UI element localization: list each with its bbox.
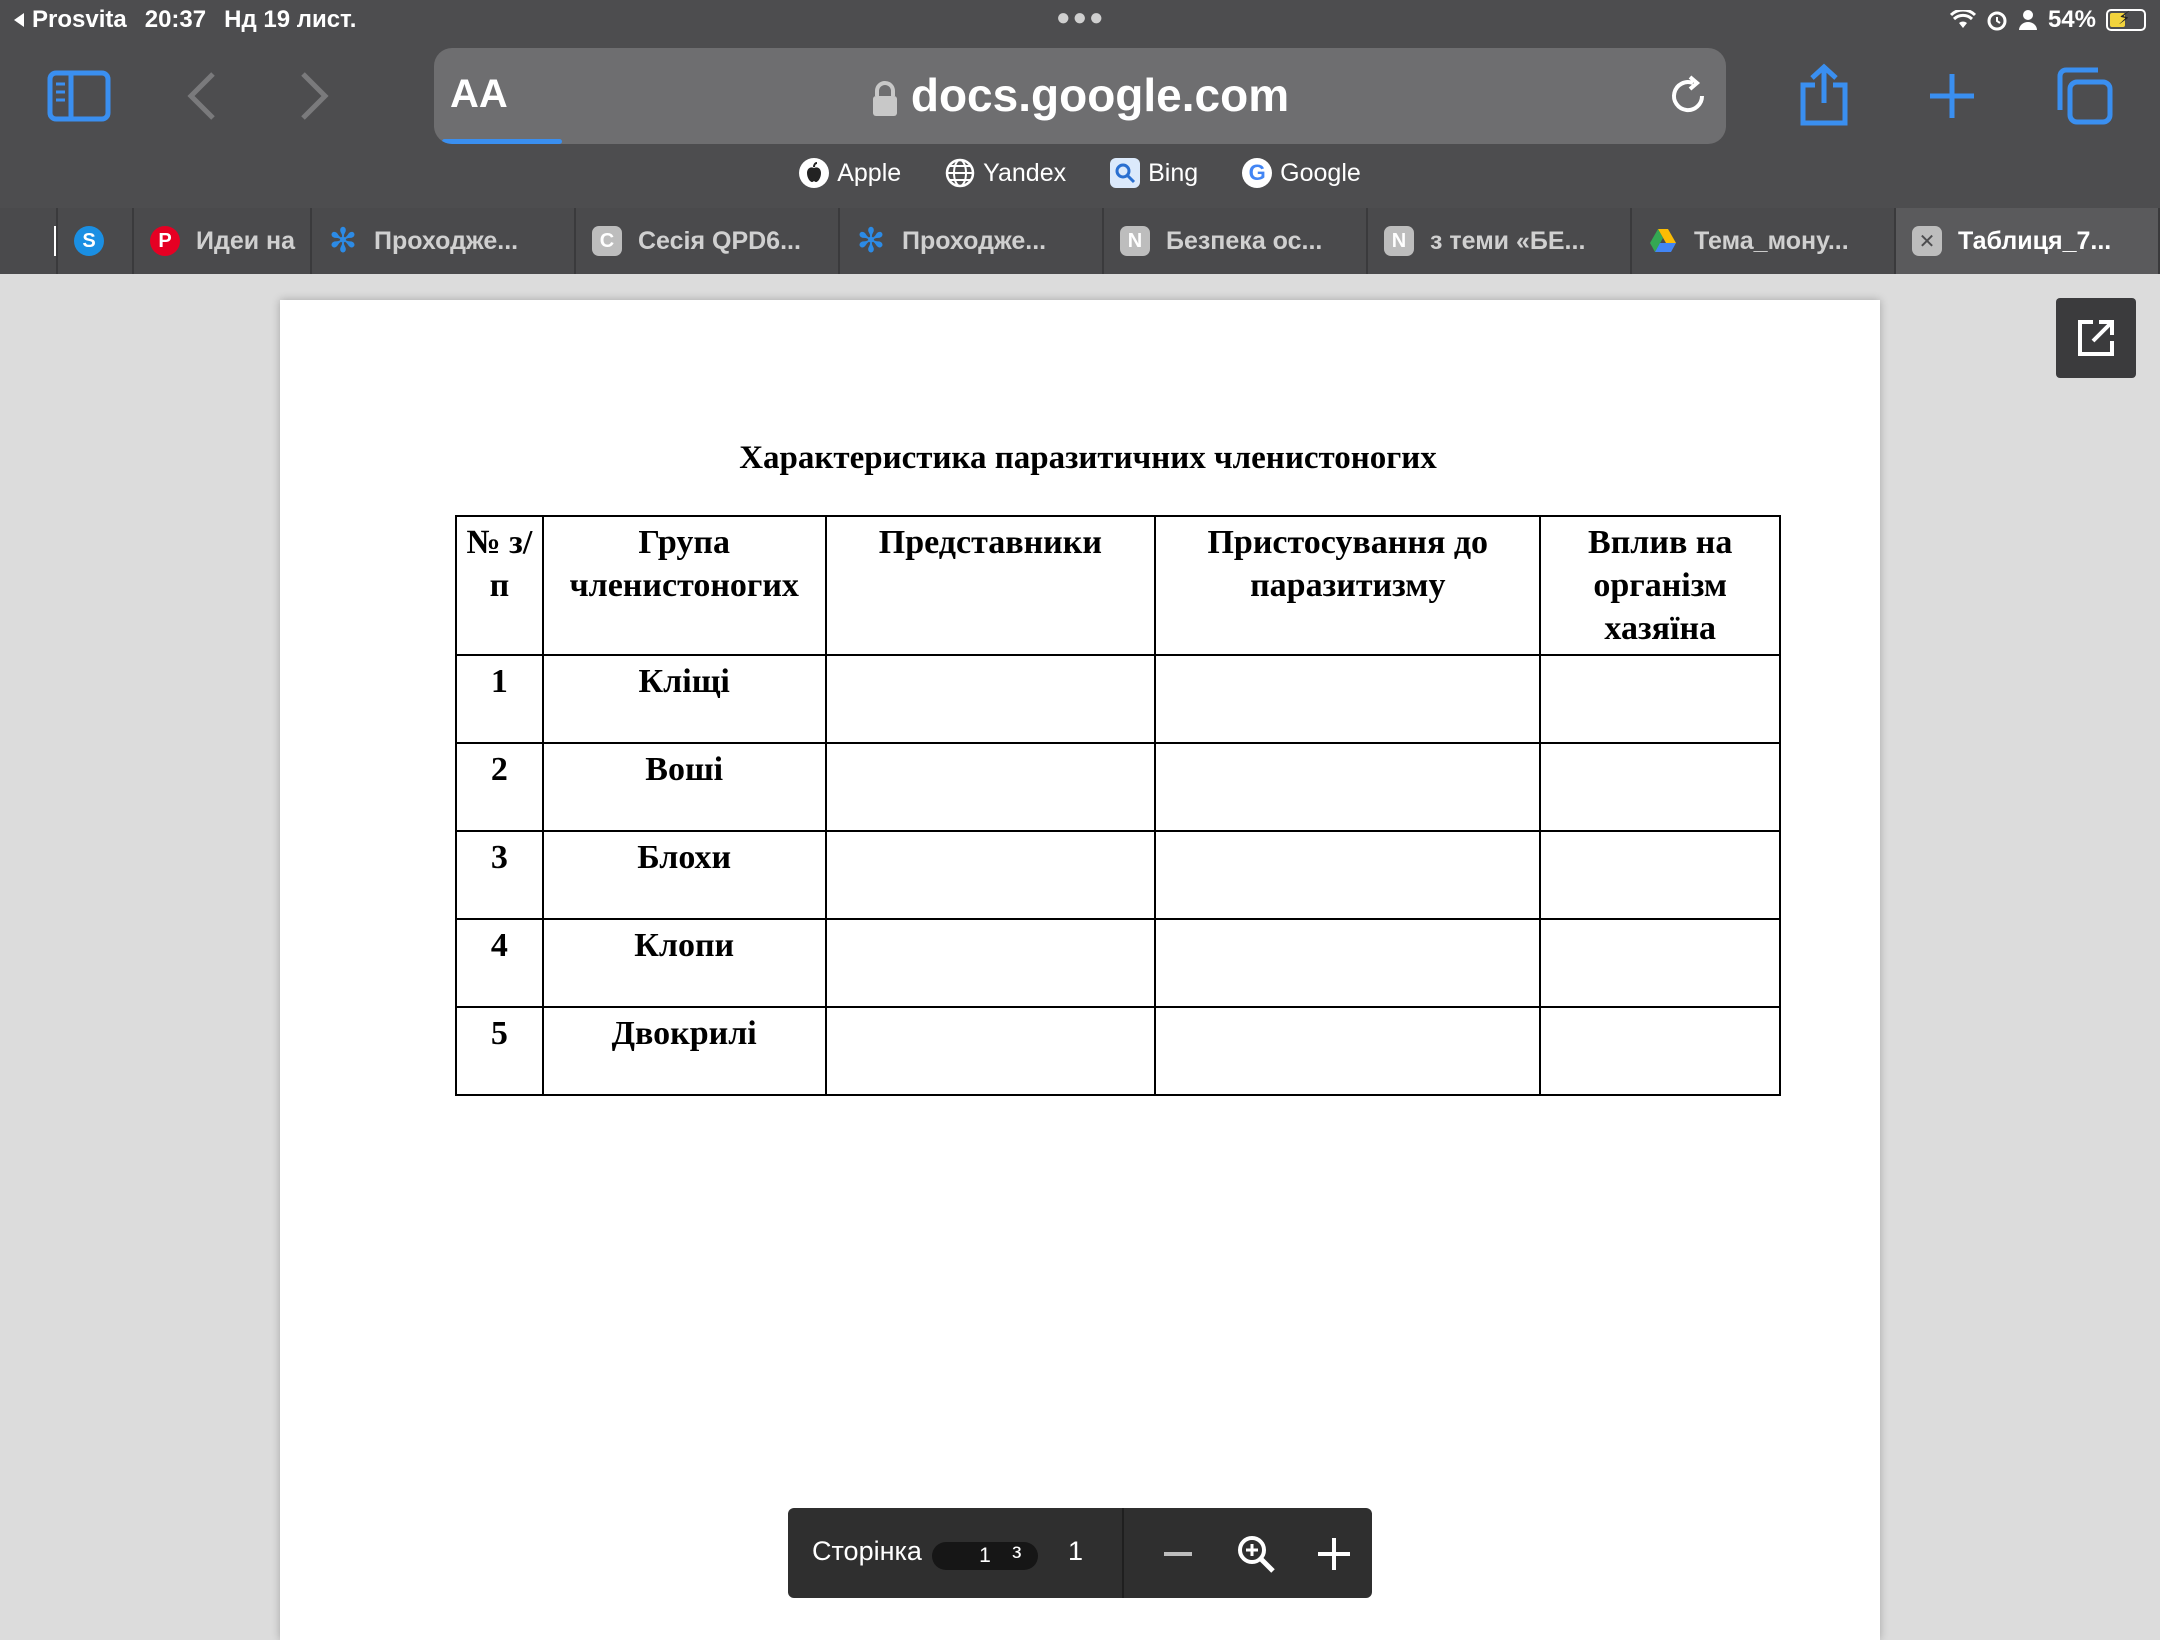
header-adaptations: Пристосування до паразитизму: [1155, 516, 1540, 655]
tab-label: Проходже...: [902, 226, 1047, 255]
header-host-impact: Вплив на організм хазяїна: [1540, 516, 1780, 655]
table-cell: [826, 831, 1156, 919]
close-icon[interactable]: ✕: [1912, 226, 1942, 256]
text-size-label: AA: [450, 72, 508, 116]
divider: [1122, 1508, 1124, 1598]
table-cell: [1540, 655, 1780, 743]
tab-label: з теми «БЕ...: [1430, 226, 1586, 255]
table-cell: Клопи: [543, 919, 826, 1007]
zoom-icon: [1236, 1534, 1276, 1574]
back-to-app-button[interactable]: [12, 6, 127, 34]
favorites-bar: [0, 158, 2160, 188]
reload-button[interactable]: [1660, 68, 1716, 124]
table-header-row: [456, 516, 1780, 655]
share-button[interactable]: [1796, 60, 1852, 130]
table-cell: [1540, 1007, 1780, 1095]
new-tab-button[interactable]: [1924, 66, 1980, 126]
tab-active-table[interactable]: [1896, 208, 2160, 274]
url-text: docs.google.com: [910, 69, 1290, 121]
table-cell: [826, 743, 1156, 831]
document-table: [455, 515, 1781, 1096]
header-number: № з/п: [456, 516, 543, 655]
table-cell: [1155, 831, 1540, 919]
sidebar-icon: [47, 70, 111, 122]
page-of-label: з: [1012, 1540, 1022, 1563]
tab-label: Безпека ос...: [1166, 226, 1323, 255]
table-row: [456, 1007, 1780, 1095]
document-viewer[interactable]: [0, 274, 2160, 1620]
table-row: [456, 831, 1780, 919]
pinterest-icon: P: [150, 226, 180, 256]
person-icon: [2018, 9, 2038, 31]
tab-drive[interactable]: [1632, 208, 1896, 274]
google-drive-icon: [1648, 226, 1678, 256]
open-in-new-window-button[interactable]: [2056, 298, 2136, 378]
status-bar: [0, 0, 2160, 40]
plus-icon: [1316, 1536, 1352, 1572]
table-row: [456, 743, 1780, 831]
skype-icon: S: [74, 226, 104, 256]
tab-overview-button[interactable]: [2052, 64, 2116, 128]
table-row: [456, 919, 1780, 1007]
favorite-label: Google: [1280, 158, 1361, 187]
minus-icon: [1161, 1537, 1195, 1571]
page-number-input[interactable]: 1: [932, 1542, 1038, 1570]
sidebar-button[interactable]: [44, 66, 114, 126]
globe-icon: [945, 158, 975, 188]
tab-label: Тема_мону...: [1694, 226, 1849, 255]
snowflake-icon: ✻: [856, 222, 886, 260]
tab-pinterest[interactable]: [134, 208, 312, 274]
back-button[interactable]: [180, 66, 224, 126]
page-load-progress: [442, 139, 562, 144]
n-icon: N: [1384, 226, 1414, 256]
document-page: [280, 300, 1880, 1640]
battery-icon: [2106, 9, 2146, 31]
table-cell: 1: [456, 655, 543, 743]
tab-label: Таблиця_7...: [1958, 226, 2112, 255]
table-cell: 5: [456, 1007, 543, 1095]
tab-label: Идеи на: [196, 226, 296, 255]
charging-bolt-icon: ⚡: [2118, 8, 2131, 28]
chevron-right-icon: [299, 71, 329, 121]
table-cell: [1540, 919, 1780, 1007]
header-representatives: Представники: [826, 516, 1156, 655]
document-title: Характеристика паразитичних членистоногих: [739, 440, 1437, 476]
table-cell: Блохи: [543, 831, 826, 919]
favorite-label: Apple: [837, 158, 902, 187]
tabs-icon: [2054, 66, 2114, 126]
snowflake-icon: ✻: [328, 222, 358, 260]
reload-icon: [1666, 74, 1710, 118]
open-external-icon: [2075, 317, 2117, 359]
table-cell: [1540, 743, 1780, 831]
chevron-left-icon: [187, 71, 217, 121]
favorite-google[interactable]: [1242, 158, 1361, 188]
back-arrow-icon: [12, 12, 26, 28]
favorite-yandex[interactable]: [945, 158, 1066, 188]
table-cell: [1155, 919, 1540, 1007]
table-cell: 4: [456, 919, 543, 1007]
plus-icon: [1928, 72, 1976, 120]
table-cell: [826, 919, 1156, 1007]
alarm-icon: [1986, 9, 2008, 31]
forward-button[interactable]: [292, 66, 336, 126]
bing-icon: [1110, 158, 1140, 188]
favorite-label: Yandex: [983, 158, 1067, 187]
zoom-fit-button[interactable]: [1232, 1530, 1280, 1578]
tab-topic[interactable]: [1368, 208, 1632, 274]
table-cell: 2: [456, 743, 543, 831]
table-cell: [1155, 743, 1540, 831]
tab-pinned-edge[interactable]: [0, 208, 58, 274]
table-cell: [826, 1007, 1156, 1095]
n-icon: N: [1120, 226, 1150, 256]
table-cell: Кліщі: [543, 655, 826, 743]
multitasking-dots-icon[interactable]: ●●●: [1056, 4, 1106, 31]
tab-edge-icon: [54, 226, 56, 256]
battery-percent: 54%: [2047, 6, 2096, 33]
page-label: Сторінка: [812, 1536, 922, 1566]
back-app-label: Prosvita: [32, 6, 127, 33]
google-icon: G: [1242, 158, 1272, 188]
header-group: Група членистоногих: [543, 516, 826, 655]
tab-skype[interactable]: [58, 208, 134, 274]
c-icon: C: [592, 226, 622, 256]
table-cell: [1155, 1007, 1540, 1095]
table-cell: 3: [456, 831, 543, 919]
tab-session[interactable]: [576, 208, 840, 274]
wifi-icon: [1950, 10, 1976, 30]
tab-snowflake-1[interactable]: [312, 208, 576, 274]
status-time: 20:37: [144, 6, 207, 33]
favorite-label: Bing: [1148, 158, 1199, 187]
tab-safety[interactable]: [1104, 208, 1368, 274]
page-total: 1: [1068, 1536, 1084, 1566]
status-date: Нд 19 лист.: [224, 6, 357, 33]
favorite-apple[interactable]: [799, 158, 901, 188]
table-cell: [1155, 655, 1540, 743]
page-controls: [788, 1508, 1372, 1598]
browser-toolbar: [0, 40, 2160, 208]
tab-label: Проходже...: [374, 226, 519, 255]
zoom-out-button[interactable]: [1154, 1530, 1202, 1578]
table-cell: Двокрилі: [543, 1007, 826, 1095]
table-cell: [826, 655, 1156, 743]
lock-icon: [871, 80, 899, 118]
zoom-in-button[interactable]: [1310, 1530, 1358, 1578]
tab-label: Сесія QPD6...: [638, 226, 801, 255]
tab-snowflake-2[interactable]: [840, 208, 1104, 274]
table-cell: [1540, 831, 1780, 919]
apple-icon: [799, 158, 829, 188]
address-bar[interactable]: [434, 48, 1726, 144]
tab-bar: [0, 208, 2160, 274]
table-row: [456, 655, 1780, 743]
favorite-bing[interactable]: [1110, 158, 1198, 188]
share-icon: [1798, 63, 1850, 127]
table-cell: Воші: [543, 743, 826, 831]
